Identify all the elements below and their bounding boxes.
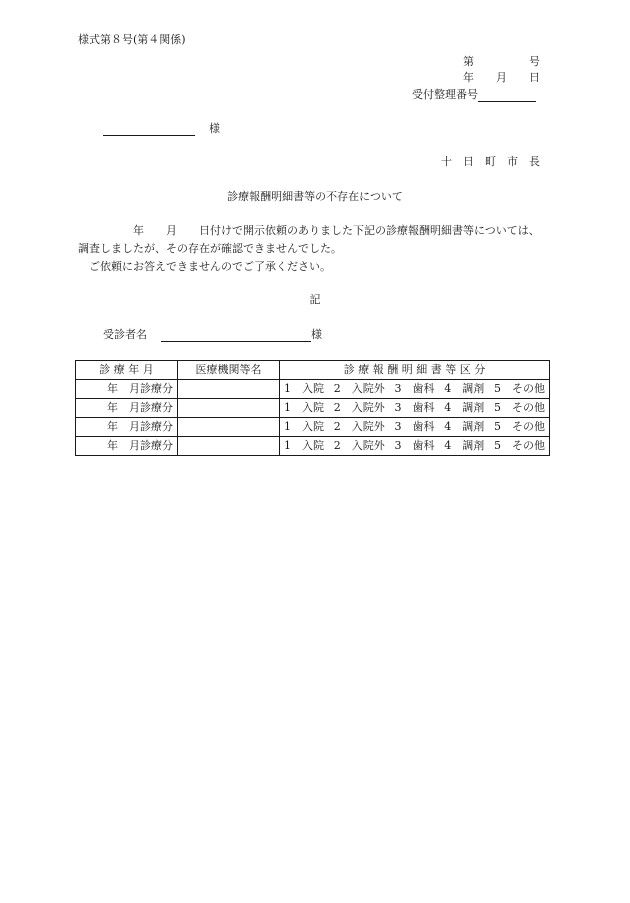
category-other: 5 その他 [494,439,545,452]
category-outpatient: 2 入院外 [333,382,385,395]
table-row [76,399,550,418]
receipt-number [412,88,536,102]
row-categories [280,399,550,418]
category-outpatient: 2 入院外 [333,439,385,452]
category-dental: 3 歯科 [394,382,435,395]
patient-name-blank [161,329,311,342]
table-row [76,380,550,399]
row-categories [280,418,550,437]
category-dental: 3 歯科 [394,439,435,452]
category-inpatient: 1 入院 [284,439,324,452]
form-number: 様式第８号(第４関係) [78,33,186,46]
row-categories [280,380,550,399]
category-inpatient: 1 入院 [284,401,324,414]
row-categories [280,437,550,456]
addressee-blank [103,123,195,136]
receipt-number-label: 受付整理番号 [412,88,478,101]
addressee-honorific: 様 [209,122,220,135]
document-title: 診療報酬明細書等の不存在について [227,190,403,203]
row-month: 年 月診療分 [76,418,178,437]
category-other: 5 その他 [494,401,545,414]
header-institution: 医療機関等名 [178,361,280,380]
category-dispensing: 4 調剤 [444,401,485,414]
addressee [103,122,220,136]
sender-name: 十 日 町 市 長 [441,155,540,168]
row-institution [178,399,280,418]
table-header-row [76,361,550,380]
row-institution [178,437,280,456]
row-institution [178,418,280,437]
category-inpatient: 1 入院 [284,420,324,433]
receipt-number-blank [478,89,536,102]
category-dental: 3 歯科 [394,401,435,414]
category-dental: 3 歯科 [394,420,435,433]
patient-honorific: 様 [311,328,322,341]
category-dispensing: 4 調剤 [444,382,485,395]
row-month: 年 月診療分 [76,437,178,456]
table-row [76,418,550,437]
header-month: 診 療 年 月 [76,361,178,380]
body-paragraph-2: ご依頼にお答えできませんのでご了承ください。 [78,260,331,273]
category-dispensing: 4 調剤 [444,420,485,433]
ki-heading: 記 [309,293,321,306]
patient-name-line [103,328,322,342]
patient-name-label: 受診者名 [103,328,147,341]
body-paragraph-1: 年 月 日付けで開示依頼のありました下記の診療報酬明細書等については、調査しましたが、その存在が確認できませんでした。 [78,224,540,255]
table-row [76,437,550,456]
header-category: 診 療 報 酬 明 細 書 等 区 分 [280,361,550,380]
category-other: 5 その他 [494,382,545,395]
document-number-line: 第 号 [463,55,540,68]
row-institution [178,380,280,399]
category-outpatient: 2 入院外 [333,420,385,433]
category-other: 5 その他 [494,420,545,433]
category-dispensing: 4 調剤 [444,439,485,452]
document-date-line: 年 月 日 [463,71,540,84]
category-outpatient: 2 入院外 [333,401,385,414]
row-month: 年 月診療分 [76,380,178,399]
category-inpatient: 1 入院 [284,382,324,395]
statement-table [75,360,550,456]
row-month: 年 月診療分 [76,399,178,418]
